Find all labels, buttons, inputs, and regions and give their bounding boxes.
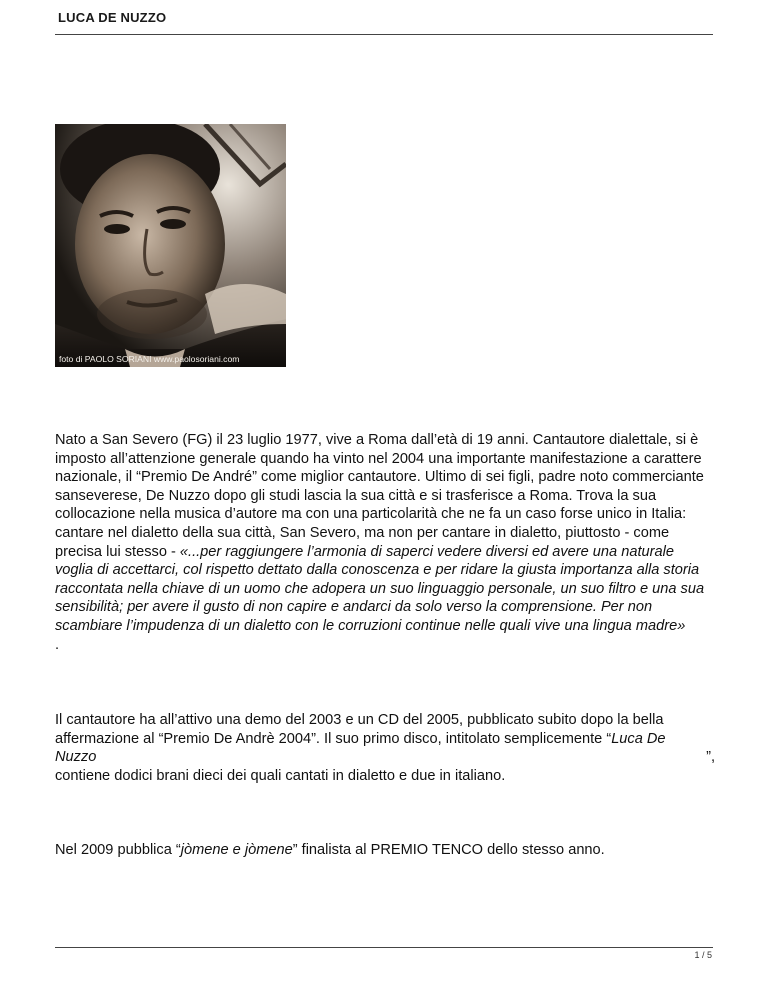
tenco-text-before: Nel 2009 pubblica “ bbox=[55, 842, 181, 858]
album-title-close-quote: ”, bbox=[706, 749, 715, 766]
tenco-paragraph bbox=[55, 841, 715, 860]
discography-text-after: contiene dodici brani dieci dei quali cantati in dialetto e due in italiano. bbox=[55, 767, 506, 784]
album-title-first-line: Luca De bbox=[611, 730, 666, 747]
biography-text: Nato a San Severo (FG) il 23 luglio 1977, vive a Roma dall’età di 19 anni. Cantautore dialettale, si è imposto all’attenzione generale quando ha vinto nel 2004 una importante manifestazione a carattere nazionale, il “Premio De André” come miglior cantautore. Ultimo di sei figli, padre noto commerciante sanseverese, De Nuzzo dopo gli studi lascia la sua città e si trasferisce a Roma. Trova la sua collocazione nella musica d’autore ma con una particolarità che ne fa un caso forse unico in Italia: cantare nel dialetto della sua città, San Severo, ma non per cantare in dialetto, piuttosto - come precisa lui stesso - bbox=[55, 432, 704, 560]
header-divider bbox=[55, 34, 713, 35]
footer-divider bbox=[55, 947, 713, 948]
page-header-title: LUCA DE NUZZO bbox=[58, 10, 167, 25]
biography-paragraph bbox=[55, 431, 715, 654]
page-number: 1 / 5 bbox=[694, 950, 712, 960]
photo-credit: foto di PAOLO SORIANI www.paolosoriani.com bbox=[59, 354, 240, 364]
biography-quote: «...per raggiungere l’armonia di saperci vedere diversi ed avere una naturale voglia di accettarci, col rispetto dettato dalla conoscenza e per ridare la giusta importanza alla storia raccontata nella chiave di un uomo che adopera un suo linguaggio personale, un suo filtro e una sua sensibilità; per avere il gusto di non capire e andarci da solo verso la comprensione. Per non scambiare l’impudenza di un dialetto con le corruzioni continue nelle quali vive una lingua madre» bbox=[55, 543, 705, 634]
album-title-second-line: Nuzzo bbox=[55, 749, 97, 766]
tenco-text-after: ” finalista al PREMIO TENCO dello stesso anno. bbox=[292, 842, 605, 858]
artist-portrait-illustration bbox=[55, 124, 286, 367]
discography-text-before: Il cantautore ha all’attivo una demo del 2003 e un CD del 2005, pubblicato subito dopo la bella affermazione al “Premio De Andrè 2004”. Il suo primo disco, intitolato semplicemente “ bbox=[55, 712, 664, 747]
second-album-title: jòmene e jòmene bbox=[180, 842, 293, 858]
biography-end: . bbox=[55, 636, 60, 653]
discography-paragraph bbox=[55, 711, 715, 785]
artist-photo bbox=[55, 124, 286, 367]
